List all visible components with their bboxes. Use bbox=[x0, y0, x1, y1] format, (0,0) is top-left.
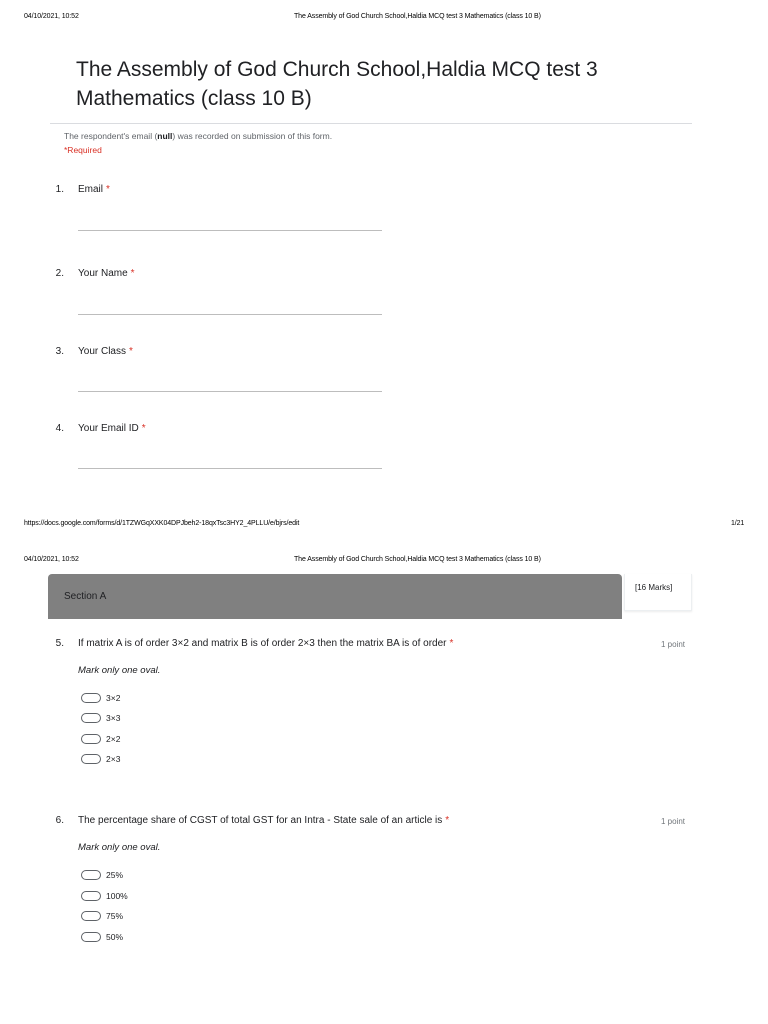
question-number: 5. bbox=[55, 638, 64, 649]
option-100-percent[interactable] bbox=[81, 890, 128, 902]
email-note-prefix: The respondent's email ( bbox=[64, 131, 158, 141]
mark-only-one-hint: Mark only one oval. bbox=[78, 665, 161, 676]
question-number: 1. bbox=[55, 184, 64, 195]
required-asterisk: * bbox=[449, 638, 454, 649]
required-note: *Required bbox=[64, 145, 102, 155]
question-points: 1 point bbox=[661, 817, 686, 826]
radio-oval-icon[interactable] bbox=[81, 713, 101, 723]
form-title-line2: Mathematics (class 10 B) bbox=[76, 87, 312, 110]
section-marks: [16 Marks] bbox=[635, 583, 673, 592]
question-text bbox=[78, 638, 453, 649]
question-label: Your Email ID bbox=[78, 423, 139, 434]
section-header-bar bbox=[48, 574, 622, 619]
question-points: 1 point bbox=[661, 640, 686, 649]
print-doc-title: The Assembly of God Church School,Haldia MCQ test 3 Mathematics (class 10 B) bbox=[294, 556, 541, 563]
question-email-label bbox=[78, 184, 110, 195]
name-input[interactable] bbox=[78, 314, 382, 315]
option-2x2[interactable] bbox=[81, 733, 120, 745]
option-label: 25% bbox=[106, 870, 124, 880]
question-name-label bbox=[78, 268, 135, 279]
print-datetime: 04/10/2021, 10:52 bbox=[24, 556, 79, 563]
option-label: 3×2 bbox=[106, 693, 121, 703]
title-divider bbox=[50, 123, 692, 124]
radio-oval-icon[interactable] bbox=[81, 932, 101, 942]
email-id-input[interactable] bbox=[78, 468, 382, 469]
radio-oval-icon[interactable] bbox=[81, 734, 101, 744]
required-asterisk: * bbox=[129, 346, 133, 357]
option-label: 2×3 bbox=[106, 754, 121, 764]
option-3x3[interactable] bbox=[81, 712, 120, 724]
print-page-number: 1/21 bbox=[731, 520, 745, 527]
question-number: 6. bbox=[55, 815, 64, 826]
email-note-suffix: ) was recorded on submission of this form. bbox=[172, 131, 333, 141]
email-input[interactable] bbox=[78, 230, 382, 231]
radio-oval-icon[interactable] bbox=[81, 891, 101, 901]
section-title: Section A bbox=[64, 591, 107, 602]
question-label: If matrix A is of order 3×2 and matrix B is of order 2×3 then the matrix BA is of order bbox=[78, 638, 447, 649]
radio-oval-icon[interactable] bbox=[81, 693, 101, 703]
email-note-null: null bbox=[157, 131, 173, 141]
mark-only-one-hint: Mark only one oval. bbox=[78, 842, 161, 853]
email-recorded-note bbox=[64, 131, 332, 141]
section-marks-box bbox=[624, 574, 692, 611]
radio-oval-icon[interactable] bbox=[81, 754, 101, 764]
option-label: 2×2 bbox=[106, 734, 121, 744]
option-3x2[interactable] bbox=[81, 692, 120, 704]
form-title-line1: The Assembly of God Church School,Haldia MCQ test 3 bbox=[76, 58, 598, 81]
question-label: Email bbox=[78, 184, 104, 195]
class-input[interactable] bbox=[78, 391, 382, 392]
question-number: 4. bbox=[55, 423, 64, 434]
question-number: 3. bbox=[55, 346, 64, 357]
question-label: The percentage share of CGST of total GST for an Intra - State sale of an article is bbox=[78, 815, 443, 826]
question-class-label bbox=[78, 346, 133, 357]
option-2x3[interactable] bbox=[81, 753, 120, 765]
radio-oval-icon[interactable] bbox=[81, 870, 101, 880]
option-label: 3×3 bbox=[106, 713, 121, 723]
required-asterisk: * bbox=[130, 268, 135, 279]
question-text bbox=[78, 815, 449, 826]
print-url: https://docs.google.com/forms/d/1TZWGqXXK04DPJbeh2-18qxTsc3HY2_4PLLU/e/bjrs/edit bbox=[24, 520, 300, 527]
print-doc-title: The Assembly of God Church School,Haldia MCQ test 3 Mathematics (class 10 B) bbox=[294, 13, 541, 20]
option-label: 100% bbox=[106, 891, 128, 901]
question-label: Your Class bbox=[78, 346, 126, 357]
option-25-percent[interactable] bbox=[81, 869, 123, 881]
option-50-percent[interactable] bbox=[81, 931, 123, 943]
print-datetime: 04/10/2021, 10:52 bbox=[24, 13, 79, 20]
required-asterisk: * bbox=[141, 423, 146, 434]
required-asterisk: * bbox=[106, 184, 110, 195]
question-label: Your Name bbox=[78, 268, 128, 279]
option-75-percent[interactable] bbox=[81, 910, 123, 922]
option-label: 75% bbox=[106, 911, 124, 921]
radio-oval-icon[interactable] bbox=[81, 911, 101, 921]
question-number: 2. bbox=[55, 268, 64, 279]
option-label: 50% bbox=[106, 932, 124, 942]
required-asterisk: * bbox=[445, 815, 450, 826]
form-title bbox=[76, 55, 676, 113]
question-email-id-label bbox=[78, 423, 146, 434]
